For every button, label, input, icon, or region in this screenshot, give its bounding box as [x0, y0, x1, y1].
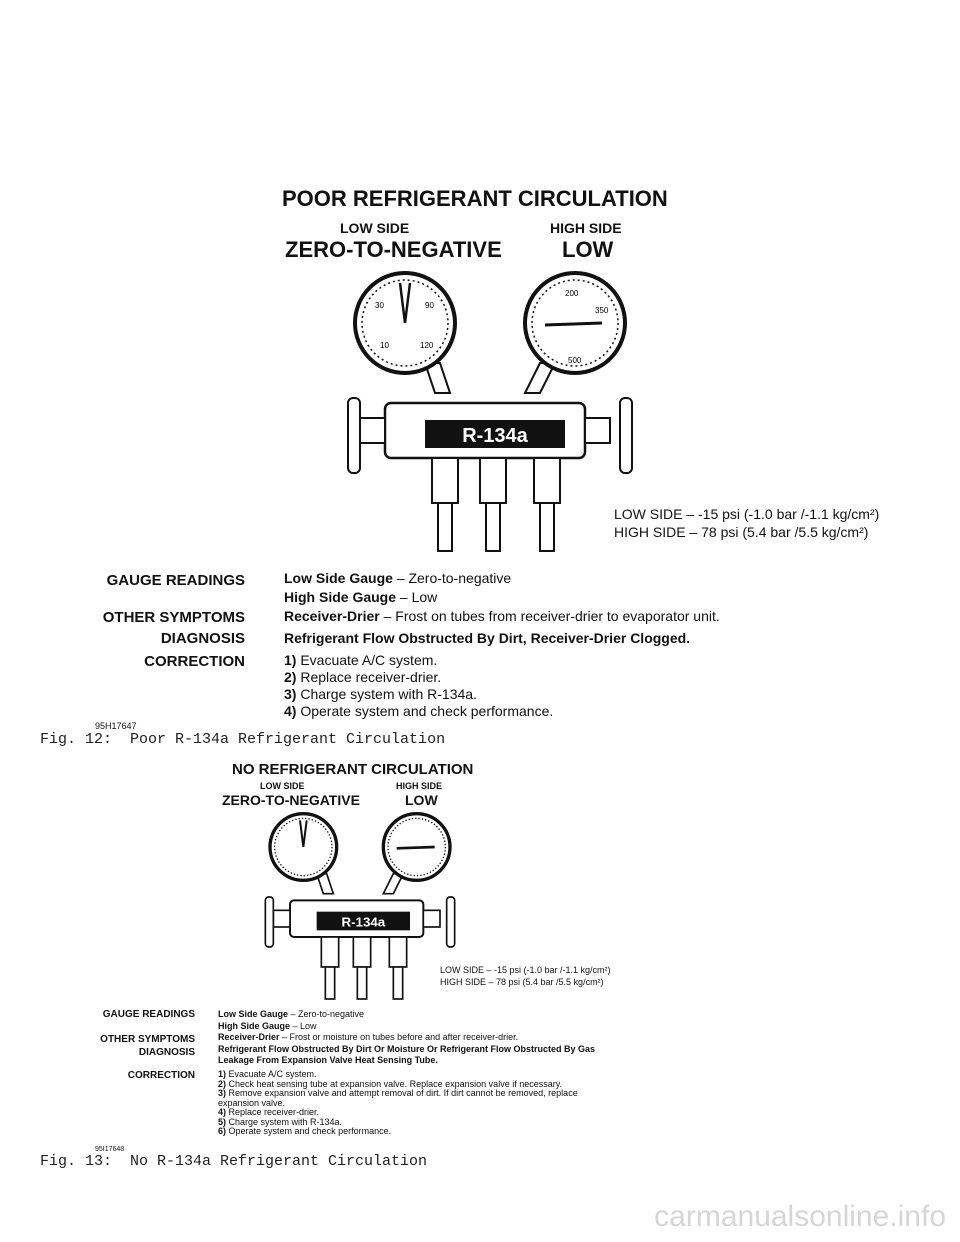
svg-text:90: 90 — [425, 301, 434, 310]
fig13-correction-item — [218, 1127, 578, 1137]
fig12-gauge-low-text: – Zero-to-negative — [392, 570, 512, 586]
fig12-title: POOR REFRIGERANT CIRCULATION — [282, 186, 668, 211]
fig12-correction-list — [284, 652, 553, 720]
fig13-correction-number: 2) — [218, 1078, 227, 1089]
fig13-gauge-low-bold: Low Side Gauge — [218, 1009, 289, 1019]
fig13-correction-number: 3) — [218, 1088, 227, 1098]
fig13-correction-text: Remove expansion valve and attempt removal of dirt. If dirt cannot be removed, replace — [226, 1088, 578, 1098]
fig12-correction-text: Operate system and check performance. — [296, 703, 554, 719]
fig12-label-other-symptoms: OTHER SYMPTOMS — [102, 609, 245, 626]
fig13-gauge-high-text: – Low — [290, 1020, 317, 1031]
fig13-readout-high: HIGH SIDE – 78 psi (5.4 bar /5.5 kg/cm²) — [440, 977, 604, 987]
svg-text:30: 30 — [375, 301, 384, 310]
fig12-label-correction: CORRECTION — [144, 653, 245, 670]
fig13-readout-low: LOW SIDE – -15 psi (-1.0 bar /-1.1 kg/cm²) — [440, 965, 611, 975]
fig13-correction-list — [218, 1070, 578, 1137]
fig12-correction-item — [284, 703, 553, 720]
fig13-diagnosis-line-2: Leakage From Expansion Valve Heat Sensing Tube. — [218, 1055, 438, 1065]
fig13-high-side-label: HIGH SIDE — [396, 781, 443, 791]
fig12-correction-number: 2) — [284, 669, 297, 685]
fig13-caption: Fig. 13: No R-134a Refrigerant Circulation — [40, 1153, 428, 1170]
fig13-high-side-value: LOW — [405, 792, 438, 808]
fig12-symptoms-bold: Receiver-Drier — [284, 608, 380, 624]
fig13-gauge-low-text: – Zero-to-negative — [288, 1009, 365, 1019]
fig12-low-side-label: LOW SIDE — [340, 220, 410, 236]
fig12-diagnosis-text: Refrigerant Flow Obstructed By Dirt, Receiver-Drier Clogged. — [284, 630, 691, 646]
fig13-correction-text: expansion valve. — [218, 1097, 286, 1108]
svg-text:500: 500 — [568, 356, 582, 365]
fig12-correction-text: Replace receiver-drier. — [296, 669, 442, 685]
fig13-correction-number: 1) — [218, 1069, 227, 1079]
fig12-correction-number: 1) — [284, 652, 297, 668]
fig12-caption: Fig. 12: Poor R-134a Refrigerant Circulation — [40, 731, 446, 748]
fig12-readout-low: LOW SIDE – -15 psi (-1.0 bar /-1.1 kg/cm²) — [614, 506, 880, 522]
fig13-label-other-symptoms: OTHER SYMPTOMS — [100, 1034, 195, 1045]
svg-text:10: 10 — [380, 341, 389, 350]
fig12-low-side-value: ZERO-TO-NEGATIVE — [285, 237, 502, 262]
fig13-gauge-manifold-diagram — [260, 810, 460, 1004]
fig12-symptoms-line — [284, 608, 720, 624]
fig12-correction-number: 3) — [284, 686, 297, 702]
fig13-gauge-low-line — [218, 1009, 595, 1021]
fig12-correction-item — [284, 652, 553, 669]
fig12-correction-item — [284, 686, 553, 703]
fig12-symptoms-text: – Frost on tubes from receiver-drier to evaporator unit. — [379, 608, 720, 624]
watermark: carmanualsonline.info — [654, 1200, 946, 1233]
fig13-label-diagnosis: DIAGNOSIS — [138, 1047, 195, 1058]
fig12-gauge-low-bold: Low Side Gauge — [284, 570, 393, 586]
fig12-gauge-high-text: – Low — [396, 589, 438, 605]
fig13-manifold-label: R-134a — [341, 914, 386, 930]
fig13-correction-text: Replace receiver-drier. — [226, 1107, 320, 1117]
fig12-correction-text: Charge system with R-134a. — [296, 686, 477, 702]
fig12-correction-item — [284, 669, 553, 686]
fig12-label-diagnosis: DIAGNOSIS — [160, 630, 245, 647]
fig13-gauge-high-line — [218, 1021, 595, 1033]
fig12-manifold-label: R-134a — [462, 425, 528, 447]
fig13-symptoms-line — [218, 1032, 595, 1044]
fig12-gauge-low-line — [284, 570, 511, 586]
fig13-symptoms-bold: Receiver-Drier — [218, 1032, 280, 1042]
fig13-label-gauge-readings: GAUGE READINGS — [102, 1009, 195, 1020]
svg-text:350: 350 — [595, 306, 609, 315]
fig13-correction-text: Operate system and check performance. — [226, 1126, 392, 1136]
fig12-label-gauge-readings: GAUGE READINGS — [106, 572, 245, 589]
fig13-low-side-value: ZERO-TO-NEGATIVE — [222, 792, 360, 808]
fig13-correction-number: 5) — [218, 1116, 227, 1127]
fig12-correction-number: 4) — [284, 703, 297, 719]
fig13-details — [218, 1009, 595, 1067]
fig13-correction-text: Evacuate A/C system. — [226, 1069, 317, 1079]
fig13-code: 95I17648 — [95, 1146, 125, 1153]
fig13-title: NO REFRIGERANT CIRCULATION — [232, 761, 474, 778]
fig13-correction-text: Charge system with R-134a. — [226, 1116, 343, 1127]
fig13-symptoms-text: – Frost or moisture on tubes before and after receiver-drier. — [279, 1032, 519, 1042]
fig12-high-side-value: LOW — [562, 237, 614, 262]
fig13-gauge-high-bold: High Side Gauge — [218, 1020, 291, 1031]
fig12-readout-high: HIGH SIDE – 78 psi (5.4 bar /5.5 kg/cm²) — [614, 524, 869, 540]
fig12-correction-text: Evacuate A/C system. — [296, 652, 438, 668]
fig12-gauge-high-bold: High Side Gauge — [284, 589, 397, 605]
svg-text:200: 200 — [565, 289, 579, 298]
fig13-correction-number: 6) — [218, 1126, 227, 1136]
fig12-high-side-label: HIGH SIDE — [550, 220, 622, 236]
fig12-code: 95H17647 — [95, 721, 137, 731]
fig12-gauge-high-line — [284, 589, 437, 605]
fig13-label-correction: CORRECTION — [127, 1070, 195, 1081]
fig13-correction-number: 4) — [218, 1107, 227, 1117]
fig13-correction-text: Check heat sensing tube at expansion valve. Replace expansion valve if necessary. — [226, 1078, 563, 1089]
fig13-diagnosis-line-1: Refrigerant Flow Obstructed By Dirt Or Moisture Or Refrigerant Flow Obstructed By Gas — [218, 1043, 596, 1054]
fig12-gauge-manifold-diagram — [340, 268, 640, 558]
fig13-low-side-label: LOW SIDE — [260, 781, 305, 791]
svg-text:120: 120 — [420, 341, 434, 350]
